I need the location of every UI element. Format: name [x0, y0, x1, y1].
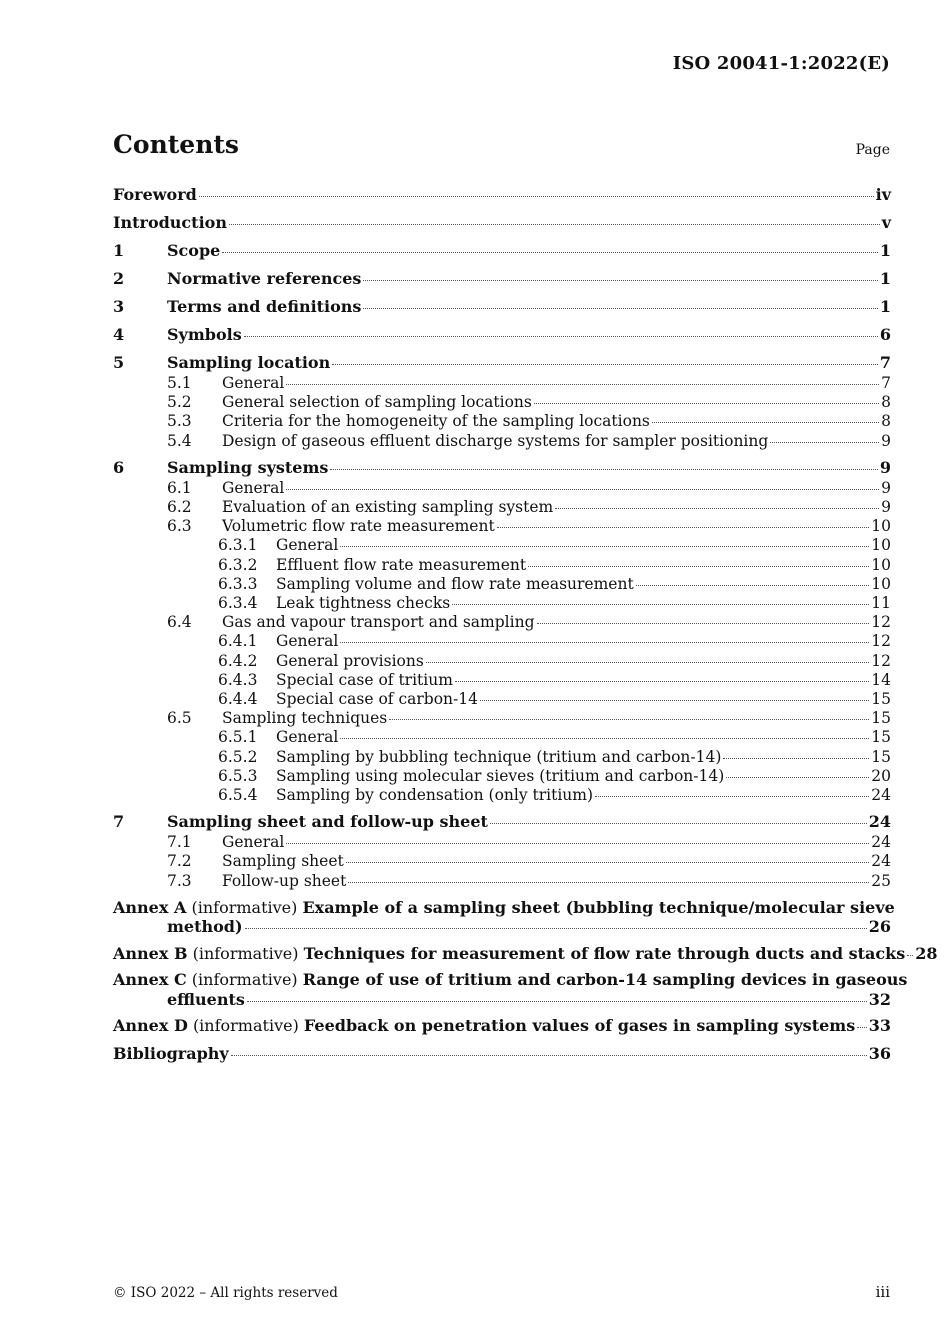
annex-note: (informative)	[192, 1016, 299, 1036]
toc-entry-title: Sampling systems	[167, 457, 329, 477]
toc-entry-page: 14	[871, 670, 891, 689]
dot-leader	[340, 546, 869, 547]
toc-entry-page: 12	[871, 613, 891, 632]
toc-annex-entry[interactable]	[113, 943, 938, 964]
annex-label: Annex D	[113, 1016, 188, 1036]
toc-entry-title: General provisions	[276, 651, 424, 670]
dot-leader	[348, 882, 869, 883]
toc-entry[interactable]	[113, 594, 891, 613]
toc-entry-number: 5.2	[167, 393, 192, 412]
toc-entry-title: Sampling by condensation (only tritium)	[276, 786, 594, 805]
toc-entry-number: 7.2	[167, 852, 192, 871]
toc-entry-page: 6	[879, 325, 891, 344]
toc-entry-number: 6.4.1	[218, 632, 258, 651]
toc-entry[interactable]	[113, 268, 891, 290]
toc-entry-number: 6.4.4	[218, 690, 258, 709]
toc-entry-page: 1	[879, 269, 891, 288]
dot-leader	[363, 280, 877, 281]
dot-leader	[245, 928, 867, 929]
annex-page: 32	[868, 989, 891, 1009]
toc-entry[interactable]	[113, 632, 891, 651]
toc-entry[interactable]	[113, 457, 891, 479]
toc-entry[interactable]	[113, 833, 891, 852]
toc-entry-title: Special case of carbon-14	[276, 690, 478, 709]
toc-entry-title: Normative references	[167, 269, 362, 288]
toc-entry-title: Introduction	[113, 213, 227, 232]
annex-note: (informative)	[192, 943, 299, 963]
toc-entry[interactable]	[113, 709, 891, 728]
dot-leader	[534, 403, 879, 404]
toc-entry-page: 15	[871, 747, 891, 766]
toc-entry-title: Sampling techniques	[222, 709, 388, 728]
annex-text	[113, 944, 905, 964]
annex-title-continued: effluents	[167, 989, 245, 1009]
toc-entry-number: 6.5.2	[218, 747, 258, 766]
toc-entry-number: 5.1	[167, 374, 192, 392]
toc-entry-page: 1	[879, 297, 891, 316]
toc-entry-title: Follow-up sheet	[222, 871, 347, 890]
dot-leader	[726, 777, 869, 778]
toc-entry-page: 11	[871, 594, 891, 613]
toc-entry[interactable]	[113, 652, 891, 671]
copyright-notice: © ISO 2022 – All rights reserved	[113, 1285, 338, 1301]
toc-entry-title: Criteria for the homogeneity of the sampling locations	[222, 412, 650, 431]
toc-entry-number: 1	[113, 241, 125, 260]
toc-entry-title: General	[276, 632, 339, 651]
toc-entry-number: 7.3	[167, 871, 192, 890]
dot-leader	[286, 384, 879, 385]
toc-entry-page: 24	[871, 833, 891, 852]
dot-leader	[636, 585, 870, 586]
toc-entry-number: 7	[113, 812, 125, 832]
page-title: Contents	[113, 130, 240, 159]
annex-note: (informative)	[191, 897, 298, 917]
toc-entry-number: 6.3.4	[218, 594, 258, 613]
toc-entry-page: 24	[871, 786, 891, 805]
toc-entry-number: 5.4	[167, 431, 192, 450]
toc-entry[interactable]	[113, 374, 891, 393]
dot-leader	[286, 489, 879, 490]
toc-entry-title: Sampling by bubbling technique (tritium and carbon-14)	[276, 747, 722, 766]
annex-title: Techniques for measurement of flow rate through ducts and stacks	[303, 943, 906, 963]
annex-page: 28	[915, 943, 938, 963]
dot-leader	[595, 796, 869, 797]
annex-label: Annex B	[113, 943, 188, 963]
toc-entry[interactable]	[113, 412, 891, 431]
dot-leader	[244, 336, 878, 337]
dot-leader	[340, 642, 869, 643]
toc-entry[interactable]	[113, 240, 891, 262]
toc-entry-number: 6.5.4	[218, 786, 258, 805]
toc-entry[interactable]	[113, 556, 891, 575]
toc-entry[interactable]	[113, 728, 891, 747]
annex-title-line	[113, 943, 938, 964]
toc-entry-title: Foreword	[113, 185, 197, 204]
annex-title-line	[113, 897, 895, 918]
toc-entry-title: General	[222, 833, 285, 852]
toc-entry-page: 10	[871, 536, 891, 555]
toc-entry-page: 25	[871, 871, 891, 890]
toc-entry-number: 7.1	[167, 833, 192, 852]
annex-title-line	[113, 917, 891, 937]
toc-entry-number: 2	[113, 269, 125, 288]
annex-title-continued: method)	[167, 917, 243, 937]
toc-entry-page: 20	[871, 766, 891, 785]
annex-page: 33	[868, 1016, 891, 1036]
toc-entry-page: v	[881, 213, 891, 232]
toc-entry[interactable]	[113, 767, 891, 786]
toc-entry-title: Sampling sheet and follow-up sheet	[167, 812, 488, 832]
toc-entry[interactable]	[113, 296, 891, 318]
dot-leader	[537, 623, 870, 624]
toc-entry[interactable]	[113, 432, 891, 451]
toc-entry[interactable]	[113, 690, 891, 709]
dot-leader	[480, 700, 869, 701]
dot-leader	[346, 862, 870, 863]
toc-entry-page: 7	[881, 374, 891, 392]
toc-entry[interactable]	[113, 748, 891, 767]
dot-leader	[455, 681, 869, 682]
toc-entry-title: Sampling using molecular sieves (tritium and carbon-14)	[276, 766, 725, 785]
toc-entry[interactable]	[113, 671, 891, 690]
dot-leader	[555, 508, 879, 509]
toc-entry-page: 12	[871, 651, 891, 670]
toc-entry-page: 10	[871, 574, 891, 593]
toc-entry-title: Special case of tritium	[276, 670, 453, 689]
dot-leader	[490, 823, 867, 824]
dot-leader	[723, 758, 869, 759]
toc-entry-page: iv	[875, 185, 891, 204]
dot-leader	[389, 719, 869, 720]
document-id: ISO 20041-1:2022(E)	[672, 53, 890, 74]
annex-title: Range of use of tritium and carbon-14 sampling devices in gaseous	[302, 970, 908, 990]
annex-title-line	[113, 970, 908, 990]
toc-entry[interactable]	[113, 479, 891, 498]
toc-entry-page: 9	[881, 498, 891, 517]
toc-entry[interactable]	[113, 786, 891, 805]
toc-entry-number: 5.3	[167, 412, 192, 431]
toc-entry[interactable]	[113, 352, 891, 374]
toc-entry-page: 8	[881, 393, 891, 412]
toc-entry-number: 6.5.3	[218, 766, 258, 785]
dot-leader	[286, 843, 869, 844]
toc-entry-title: Bibliography	[113, 1043, 229, 1063]
page-number: iii	[875, 1283, 890, 1301]
toc-entry[interactable]	[113, 613, 891, 632]
toc-entry-title: Sampling volume and flow rate measurement	[276, 574, 634, 593]
toc-entry-title: Scope	[167, 241, 221, 260]
toc-entry-title: Effluent flow rate measurement	[276, 555, 527, 574]
toc-entry-page: 10	[871, 555, 891, 574]
toc-entry[interactable]	[113, 184, 891, 206]
toc-entry-title: Sampling location	[167, 353, 331, 372]
toc-entry[interactable]	[113, 811, 891, 833]
toc-entry-title: General	[276, 728, 339, 747]
toc-entry[interactable]	[113, 393, 891, 412]
toc-entry-page: 24	[868, 812, 891, 832]
toc-entry-number: 6.1	[167, 478, 192, 497]
toc-entry-page: 7	[879, 353, 891, 372]
toc-entry[interactable]	[113, 852, 891, 871]
dot-leader	[199, 196, 874, 197]
dot-leader	[857, 1027, 867, 1028]
toc-entry-number: 6.3.2	[218, 555, 258, 574]
dot-leader	[770, 442, 879, 443]
toc-annex-entry[interactable]	[113, 970, 908, 1009]
toc-entry-number: 6.5.1	[218, 728, 258, 747]
toc-entry-number: 6.4.3	[218, 670, 258, 689]
toc-entry-number: 5	[113, 353, 125, 372]
toc-entry-page: 15	[871, 690, 891, 709]
dot-leader	[247, 1001, 867, 1002]
dot-leader	[652, 422, 879, 423]
annex-title: Example of a sampling sheet (bubbling technique/molecular sieve	[302, 897, 895, 917]
toc-entry-page: 9	[881, 431, 891, 450]
toc-entry-title: General	[222, 374, 285, 392]
toc-bibliography-entry[interactable]	[113, 1043, 891, 1065]
toc-entry-number: 6	[113, 457, 125, 477]
annex-note: (informative)	[191, 970, 298, 990]
toc-entry-number: 3	[113, 297, 125, 316]
toc-entry[interactable]	[113, 517, 891, 536]
annex-label: Annex C	[113, 970, 187, 990]
toc-entry-number: 6.3.1	[218, 536, 258, 555]
toc-entry-number: 6.4	[167, 613, 192, 632]
toc-entry-title: Terms and definitions	[167, 297, 362, 316]
annex-title: Feedback on penetration values of gases in sampling systems	[303, 1016, 856, 1036]
dot-leader	[907, 955, 913, 956]
annex-page: 26	[868, 917, 891, 937]
toc-entry-title: Symbols	[167, 325, 242, 344]
toc-annex-entry[interactable]	[113, 897, 895, 937]
table-of-contents	[113, 184, 938, 1065]
toc-entry-page: 8	[881, 412, 891, 431]
page-column-label: Page	[855, 142, 890, 158]
toc-entry[interactable]	[113, 536, 891, 555]
toc-entry-page: 1	[879, 241, 891, 260]
toc-annex-entry[interactable]	[113, 1016, 891, 1036]
dot-leader	[332, 364, 878, 365]
toc-entry-title: General	[276, 536, 339, 555]
toc-entry-number: 6.2	[167, 498, 192, 517]
toc-entry-title: Evaluation of an existing sampling system	[222, 498, 554, 517]
toc-entry-page: 9	[881, 478, 891, 497]
annex-title-line	[113, 1016, 891, 1036]
toc-entry[interactable]	[113, 498, 891, 517]
toc-entry-title: Sampling sheet	[222, 852, 344, 871]
toc-entry-page: 15	[871, 709, 891, 728]
dot-leader	[497, 527, 870, 528]
toc-entry-title: General	[222, 478, 285, 497]
toc-entry[interactable]	[113, 212, 891, 234]
toc-entry-number: 6.4.2	[218, 651, 258, 670]
dot-leader	[340, 738, 869, 739]
toc-entry-page: 10	[871, 517, 891, 536]
dot-leader	[330, 469, 877, 470]
toc-entry-page: 9	[879, 457, 891, 477]
toc-entry[interactable]	[113, 324, 891, 346]
dot-leader	[222, 252, 878, 253]
toc-entry-title: General selection of sampling locations	[222, 393, 532, 412]
toc-entry-page: 12	[871, 632, 891, 651]
dot-leader	[363, 308, 877, 309]
annex-title-line	[113, 990, 891, 1010]
toc-entry-title: Volumetric flow rate measurement	[222, 517, 495, 536]
dot-leader	[229, 224, 880, 225]
toc-entry-number: 6.3.3	[218, 574, 258, 593]
toc-entry[interactable]	[113, 872, 891, 891]
toc-entry[interactable]	[113, 575, 891, 594]
dot-leader	[528, 566, 869, 567]
dot-leader	[452, 604, 869, 605]
dot-leader	[426, 662, 869, 663]
toc-entry-number: 6.5	[167, 709, 192, 728]
toc-entry-title: Leak tightness checks	[276, 594, 451, 613]
annex-text	[113, 1016, 855, 1036]
toc-entry-page: 36	[868, 1043, 891, 1063]
dot-leader	[231, 1055, 867, 1056]
toc-entry-page: 15	[871, 728, 891, 747]
toc-entry-number: 4	[113, 325, 125, 344]
toc-entry-page: 24	[871, 852, 891, 871]
toc-entry-number: 6.3	[167, 517, 192, 536]
annex-label: Annex A	[113, 897, 187, 917]
toc-entry-title: Gas and vapour transport and sampling	[222, 613, 535, 632]
toc-entry-title: Design of gaseous effluent discharge systems for sampler positioning	[222, 431, 769, 450]
